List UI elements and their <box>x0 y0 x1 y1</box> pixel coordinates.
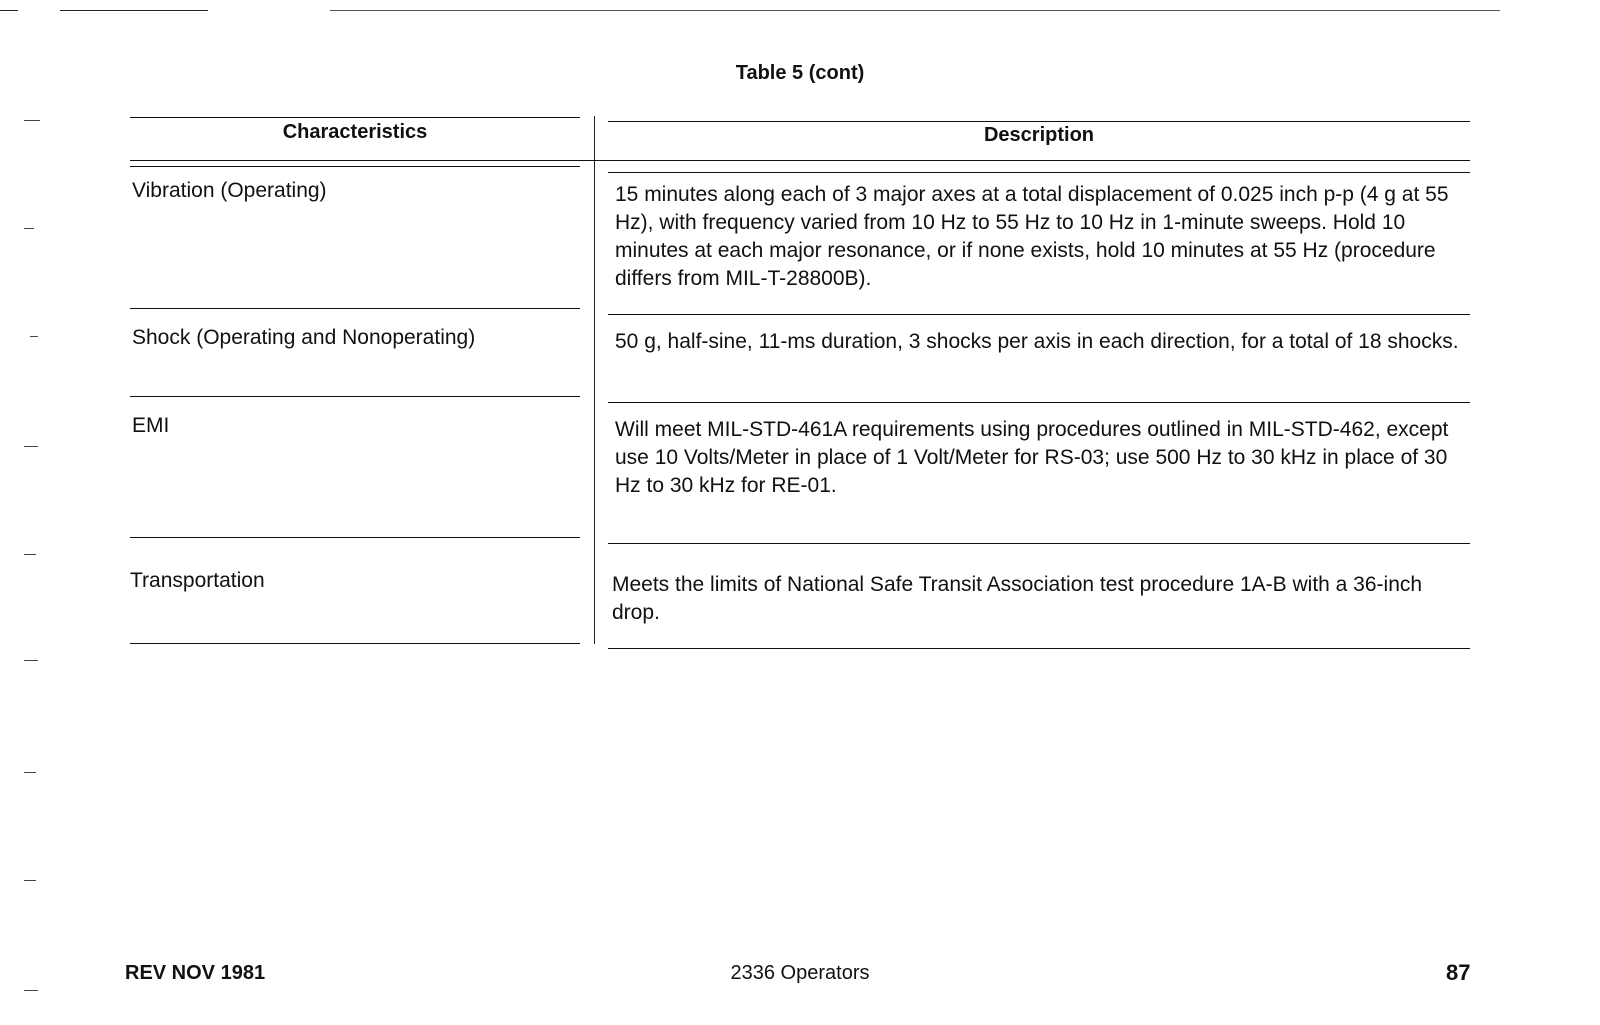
margin-mark <box>24 554 36 555</box>
margin-mark <box>24 880 36 881</box>
row-1-description: 15 minutes along each of 3 major axes at a total displacement of 0.025 inch p-p (4 g at 55 Hz), with frequency varied from 10 Hz to 55 Hz to 10 Hz in 1-minute sweeps. Hold 10 minutes at each major resonance, or if none exists, hold 10 minutes at 55 Hz (procedure differs from MIL-T-28800B). <box>615 183 1449 290</box>
header-bottom-rule <box>130 166 580 167</box>
manual-name: 2336 Operators <box>730 962 870 984</box>
header-top-rule <box>608 121 1470 122</box>
margin-mark <box>24 446 38 447</box>
row-separator <box>130 537 580 538</box>
header-bottom-rule <box>608 172 1470 173</box>
margin-mark <box>24 772 36 773</box>
column-divider <box>594 116 595 644</box>
header-description: Description <box>983 124 1095 146</box>
margin-mark <box>24 228 34 229</box>
header-characteristics: Characteristics <box>282 121 428 143</box>
row-separator <box>130 396 580 397</box>
row-2-description: 50 g, half-sine, 11-ms duration, 3 shocks per axis in each direction, for a total of 18 shocks. <box>615 330 1459 353</box>
row-3-description: Will meet MIL-STD-461A requirements using procedures outlined in MIL-STD-462, except use 10 Volts/Meter in place of 1 Volt/Meter for RS-03; use 500 Hz to 30 kHz in place of 30 Hz to 30 kHz for RE-01. <box>615 418 1449 497</box>
row-separator <box>130 308 580 309</box>
row-2-characteristic: Shock (Operating and Nonoperating) <box>132 326 476 349</box>
row-separator <box>608 543 1470 544</box>
table-bottom-rule <box>608 648 1470 649</box>
margin-mark <box>24 120 40 121</box>
row-4-description: Meets the limits of National Safe Transit Association test procedure 1A-B with a 36-inch drop. <box>612 573 1423 624</box>
header-top-rule <box>130 117 580 118</box>
margin-mark <box>24 990 38 991</box>
revision-date: REV NOV 1981 <box>125 962 266 984</box>
row-1-characteristic: Vibration (Operating) <box>132 179 327 202</box>
page-number: 87 <box>1446 960 1471 985</box>
table-bottom-rule <box>130 643 580 644</box>
margin-mark <box>24 660 38 661</box>
scan-edge-line <box>60 10 208 11</box>
scan-edge-line <box>0 10 18 11</box>
header-bottom-rule <box>130 160 1470 161</box>
row-3-characteristic: EMI <box>132 414 170 437</box>
row-separator <box>608 402 1470 403</box>
table-title: Table 5 (cont) <box>735 62 865 84</box>
scan-edge-line <box>330 10 1500 11</box>
row-separator <box>608 314 1470 315</box>
row-4-characteristic: Transportation <box>130 569 265 592</box>
margin-mark <box>30 336 38 337</box>
